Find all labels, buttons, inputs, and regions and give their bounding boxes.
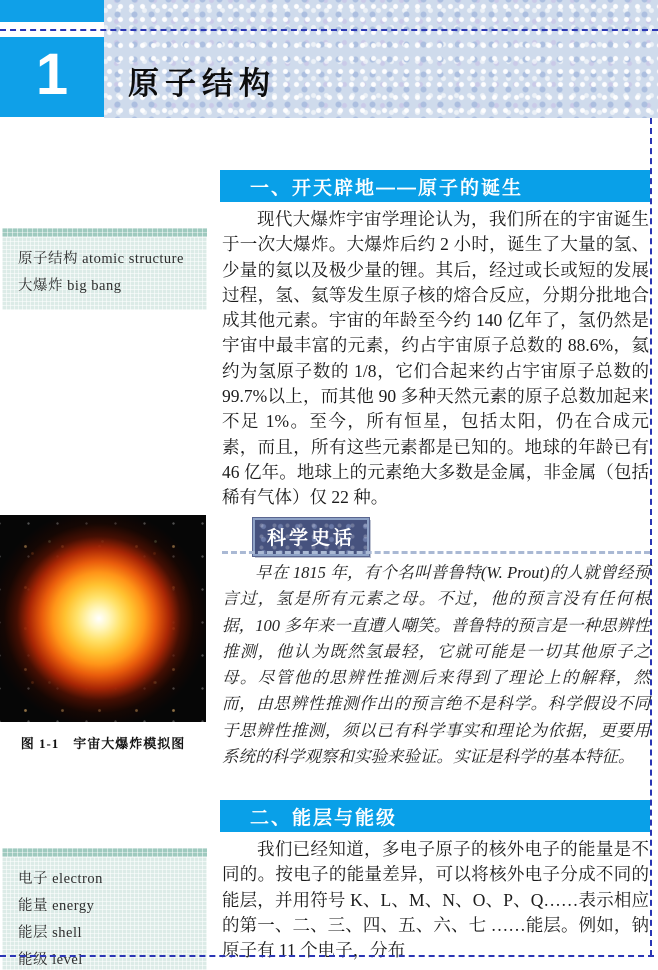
vocab-box-atomic-structure [2,228,207,310]
right-dashed-rule [650,118,652,956]
figure-caption: 图 1-1 宇宙大爆炸模拟图 [20,736,186,751]
vocab-item: 原子结构 atomic structure [18,251,184,267]
vocab-box-electron-energy [2,848,207,970]
vocab-item: 大爆炸 big bang [18,278,122,294]
header-left-blue-strip [0,0,104,22]
section-heading-1: 一、开天辟地——原子的诞生 [250,177,524,199]
section-heading-2: 二、能层与能级 [250,807,398,829]
top-dashed-rule [0,29,658,31]
vocab-item: 能层 shell [18,925,83,941]
explosion-glow [0,515,206,722]
big-bang-figure-image [0,515,206,722]
science-history-paragraph: 早在 1815 年，有个名叫普鲁特(W. Prout)的人就曾经预言过，氢是所有元素之母。不过，他的预言没有任何根据，100 多年来一直遭人嘲笑。普鲁特的预言是一种思辨性推测，他认为既然氢最轻，它就可能是一切其他原子之母。尽管他的思辨性推测后来得到了理论上的解释，然而，由思辨性推测作出的预言绝不是科学。科学假设不同于思辨性推测，须以已有科学事实和理论为依据，更要用系统的科学观察和实验来验证。实证是科学的基本特征。 [222,563,650,767]
section-heading-bar-2 [220,800,650,832]
chapter-title: 原子结构 [128,66,276,101]
science-history-dashed-rule [222,551,650,554]
section-heading-bar-1 [220,170,650,202]
vocab-box-top-strip [2,228,207,237]
chapter-number-box [0,37,104,117]
vocab-item: 能级 level [18,952,83,968]
vocab-item: 能量 energy [18,898,95,914]
vocab-item: 电子 electron [18,871,103,887]
bottom-dashed-rule [0,955,654,957]
section-2-paragraph: 我们已经知道，多电子原子的核外电子的能量是不同的。按电子的能量差异，可以将核外电子分成不同的能层，并用符号 K、L、M、N、O、P、Q……表示相应的第一、二、三、四、五、六、七 ……能层。例如，钠原子有 11 个电子，分布 [222,839,649,961]
vocab-box-top-strip [2,848,207,857]
section-1-paragraph: 现代大爆炸宇宙学理论认为，我们所在的宇宙诞生于一次大爆炸。大爆炸后约 2 小时，诞生了大量的氢、少量的氦以及极少量的锂。其后，经过或长或短的发展过程，氢、氦等发生原子核的熔合反应，分期分批地合成其他元素。宇宙的年龄至今约 140 亿年了，氢仍然是宇宙中最丰富的元素，约占宇宙原子总数的 88.6%，氦约为氢原子数的 1/8，它们合起来约占宇宙原子总数的 99.7%以上，而其他 90 多种天然元素的原子总数加起来不足 1%。至今，所有恒星，包括太阳，仍在合成元素，而且，所有这些元素都是已知的。地球的年龄已有 46 亿年。地球上的元素绝大多数是金属，非金属（包括稀有气体）仅 22 种。 [222,209,649,508]
chapter-number: 1 [35,42,69,107]
science-history-badge: 科学史话 [253,518,369,556]
